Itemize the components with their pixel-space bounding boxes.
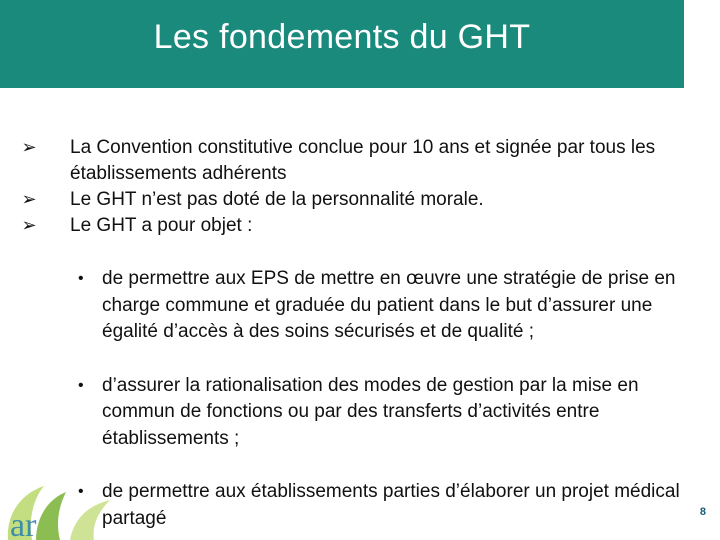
- dot-bullet-icon: •: [78, 483, 84, 500]
- sub-bullet-item: [78, 479, 698, 532]
- arrow-bullet-icon: ➢: [21, 189, 37, 210]
- main-bullet-list: [18, 135, 698, 239]
- sub-bullet-item: [78, 266, 698, 346]
- svg-text:ar: ar: [10, 507, 37, 540]
- main-bullet-item: [18, 187, 698, 213]
- ars-logo: [0, 470, 120, 540]
- sub-bullet-item: [78, 373, 698, 453]
- main-bullet-item: [18, 135, 698, 187]
- arrow-bullet-icon: ➢: [21, 137, 37, 158]
- main-bullet-text: Le GHT n’est pas doté de la personnalité morale.: [70, 189, 484, 210]
- dot-bullet-icon: •: [78, 270, 84, 287]
- arrow-bullet-icon: ➢: [21, 215, 37, 236]
- slide-title: Les fondements du GHT: [153, 18, 531, 56]
- title-bar-edge: [684, 0, 720, 88]
- main-bullet-text: La Convention constitutive conclue pour 10 ans et signée par tous les établissements adhérents: [70, 137, 656, 184]
- main-bullet-text: Le GHT a pour objet :: [70, 215, 253, 236]
- sub-bullet-text: de permettre aux établissements parties d’élaborer un projet médical partagé: [102, 481, 680, 529]
- dot-bullet-icon: •: [78, 376, 84, 394]
- sub-bullet-text: d’assurer la rationalisation des modes de gestion par la mise en commun de fonctions ou par des transferts d’activités entre établissements ;: [102, 374, 639, 449]
- title-bar: [0, 0, 684, 88]
- sub-bullet-text: de permettre aux EPS de mettre en œuvre une stratégie de prise en charge commune et graduée du patient dans le but d’assurer une égalité d’accès à des soins sécurisés et de qualité ;: [102, 268, 676, 342]
- main-bullet-item: [18, 213, 698, 239]
- page-number: 8: [699, 506, 706, 518]
- sub-bullet-list: [78, 266, 698, 532]
